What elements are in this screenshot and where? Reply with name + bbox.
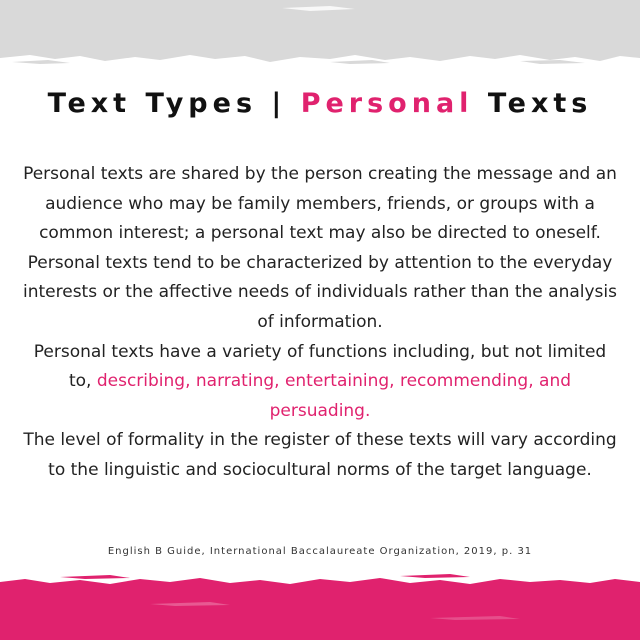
bottom-brush-band [0, 574, 640, 640]
functions-list: describing, narrating, entertaining, recommending, and persuading. [96, 371, 572, 421]
paragraph-functions [22, 338, 618, 427]
body-text [22, 160, 618, 486]
source-citation: English B Guide, International Baccalaureate Organization, 2019, p. 31 [107, 546, 533, 557]
paragraph-formality: The level of formality in the register of these texts will vary according to the linguistic and sociocultural norms of the target language. [23, 430, 617, 480]
title-accent: Personal [300, 88, 474, 119]
functions-text: Personal texts have a variety of functions including, but not limited to, [33, 341, 607, 392]
top-brush-band [0, 0, 640, 66]
page-title [0, 88, 640, 119]
title-prefix: Text Types | [47, 88, 301, 119]
title-suffix: Texts [473, 88, 593, 119]
paragraph-shared-audience: Personal texts are shared by the person creating the message and an audience who may be family members, friends, or groups with a common interest; a personal text may also be directed to oneself. [23, 164, 617, 244]
paragraph-everyday-interests: Personal texts tend to be characterized by attention to the everyday interests or the affective needs of individuals rather than the analysis of information. [23, 252, 617, 332]
